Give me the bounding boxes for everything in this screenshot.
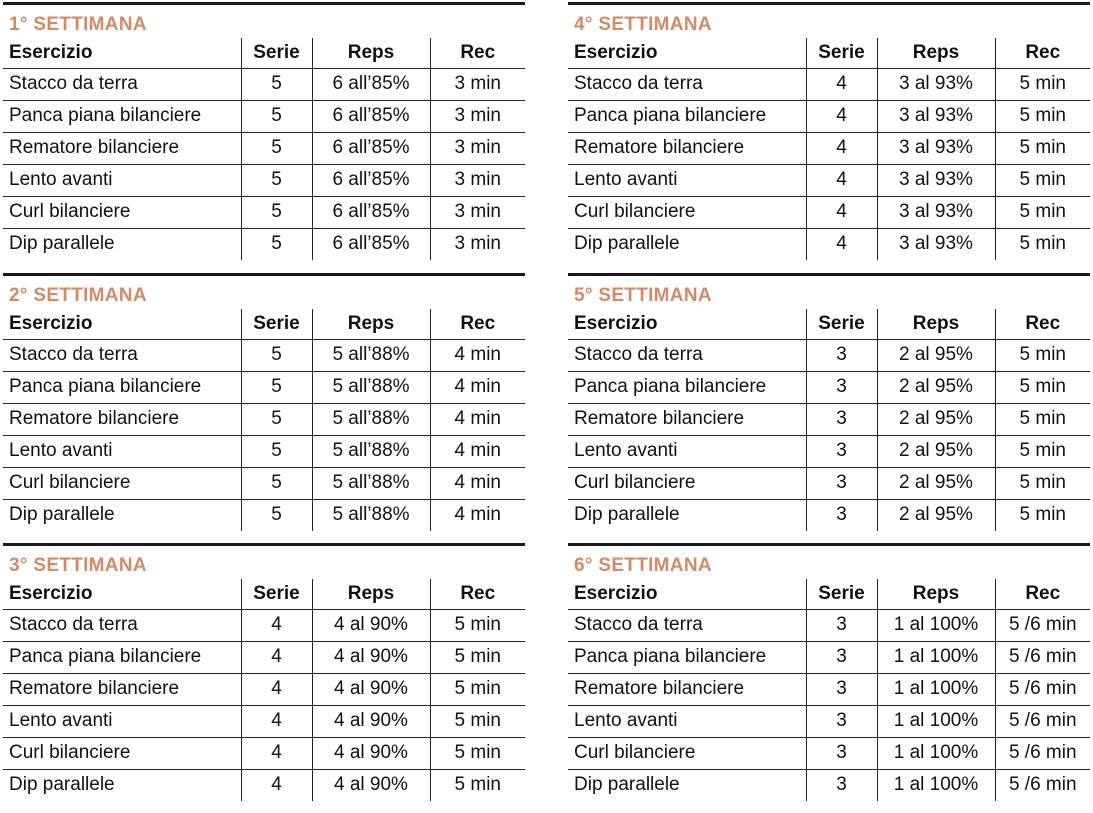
sets-value: 4 (806, 100, 877, 132)
week-1-table (3, 2, 525, 268)
table-row (568, 100, 1090, 132)
table-row (568, 673, 1090, 705)
sets-value: 5 (241, 371, 312, 403)
reps-value: 4 al 90% (312, 641, 430, 673)
sets-value: 5 (241, 403, 312, 435)
exercise-name: Stacco da terra (568, 339, 806, 371)
sets-value: 3 (806, 499, 877, 531)
table-row (3, 737, 525, 769)
header-esercizio: Esercizio (3, 309, 241, 339)
exercise-name: Dip parallele (3, 228, 241, 260)
reps-value: 6 all’85% (312, 196, 430, 228)
table-row (568, 435, 1090, 467)
exercise-name: Panca piana bilanciere (568, 371, 806, 403)
exercise-name: Curl bilanciere (3, 196, 241, 228)
exercise-name: Lento avanti (568, 164, 806, 196)
week-title: 2° SETTIMANA (3, 273, 525, 309)
exercise-name: Curl bilanciere (568, 196, 806, 228)
header-esercizio: Esercizio (3, 579, 241, 609)
exercise-name: Panca piana bilanciere (3, 641, 241, 673)
header-reps: Reps (312, 579, 430, 609)
header-reps: Reps (877, 579, 995, 609)
reps-value: 2 al 95% (877, 499, 995, 531)
header-row (3, 309, 525, 339)
rest-value: 5 min (1019, 504, 1066, 526)
exercise-name: Dip parallele (568, 228, 806, 260)
reps-value: 5 all’88% (312, 467, 430, 499)
rest-value: 5 min (430, 641, 525, 673)
table-row (568, 609, 1090, 641)
table-row (3, 609, 525, 641)
sets-value: 4 (241, 705, 312, 737)
table-row (568, 641, 1090, 673)
rest-value: 5 min (995, 132, 1090, 164)
sets-value: 4 (241, 737, 312, 769)
rest-value: 3 min (430, 68, 525, 100)
sets-value: 3 (806, 371, 877, 403)
exercise-name: Panca piana bilanciere (3, 100, 241, 132)
exercise-name: Dip parallele (3, 769, 241, 801)
reps-value: 2 al 95% (877, 371, 995, 403)
week-6-table (568, 543, 1090, 809)
table-row (3, 499, 525, 531)
reps-value: 6 all’85% (312, 132, 430, 164)
reps-value: 2 al 95% (877, 435, 995, 467)
header-rec: Rec (430, 309, 525, 339)
week-5-table (568, 273, 1090, 539)
table-row (568, 403, 1090, 435)
table-row (3, 196, 525, 228)
sets-value: 4 (241, 769, 312, 801)
reps-value: 1 al 100% (877, 641, 995, 673)
exercise-name: Curl bilanciere (3, 467, 241, 499)
sets-value: 3 (806, 403, 877, 435)
table-row (3, 435, 525, 467)
sets-value: 5 (241, 435, 312, 467)
rest-value: 5 min (995, 467, 1090, 499)
table-row (3, 769, 525, 801)
rest-value: 5 min (454, 774, 501, 796)
week-title: 3° SETTIMANA (3, 543, 525, 579)
rest-value: 3 min (430, 100, 525, 132)
reps-value: 6 all’85% (312, 68, 430, 100)
rest-value: 3 min (430, 164, 525, 196)
rest-value: 5 /6 min (995, 641, 1090, 673)
week-title: 4° SETTIMANA (568, 2, 1090, 38)
reps-value: 3 al 93% (877, 196, 995, 228)
rest-value: 4 min (430, 339, 525, 371)
header-serie: Serie (806, 309, 877, 339)
sets-value: 5 (241, 228, 312, 260)
header-serie: Serie (241, 579, 312, 609)
week-4-table (568, 2, 1090, 268)
sets-value: 5 (241, 68, 312, 100)
sets-value: 5 (241, 196, 312, 228)
rest-value: 3 min (430, 196, 525, 228)
rest-value: 5 min (995, 339, 1090, 371)
reps-value: 5 all’88% (312, 371, 430, 403)
rest-value: 3 min (430, 132, 525, 164)
header-serie: Serie (806, 38, 877, 68)
reps-value: 3 al 93% (877, 68, 995, 100)
reps-value: 6 all’85% (312, 100, 430, 132)
rest-value: 5 min (995, 371, 1090, 403)
reps-value: 6 all’85% (312, 228, 430, 260)
reps-value: 5 all’88% (312, 435, 430, 467)
reps-value: 4 al 90% (312, 609, 430, 641)
exercise-name: Lento avanti (568, 705, 806, 737)
workout-table (3, 579, 525, 801)
exercise-name: Lento avanti (568, 435, 806, 467)
header-rec: Rec (995, 579, 1090, 609)
exercise-name: Lento avanti (3, 705, 241, 737)
reps-value: 4 al 90% (312, 673, 430, 705)
header-esercizio: Esercizio (568, 579, 806, 609)
exercise-name: Rematore bilanciere (3, 403, 241, 435)
exercise-name: Rematore bilanciere (568, 132, 806, 164)
sets-value: 5 (241, 132, 312, 164)
table-row (3, 164, 525, 196)
reps-value: 3 al 93% (877, 100, 995, 132)
sets-value: 3 (806, 673, 877, 705)
sets-value: 5 (241, 100, 312, 132)
table-row (3, 403, 525, 435)
week-title: 6° SETTIMANA (568, 543, 1090, 579)
sets-value: 5 (241, 499, 312, 531)
rest-value: 5 /6 min (995, 737, 1090, 769)
reps-value: 1 al 100% (877, 737, 995, 769)
table-row (3, 641, 525, 673)
week-2-table (3, 273, 525, 539)
exercise-name: Dip parallele (3, 499, 241, 531)
table-row (568, 339, 1090, 371)
sets-value: 3 (806, 467, 877, 499)
sets-value: 4 (806, 164, 877, 196)
exercise-name: Dip parallele (568, 499, 806, 531)
exercise-name: Stacco da terra (3, 609, 241, 641)
table-row (568, 196, 1090, 228)
reps-value: 6 all’85% (312, 164, 430, 196)
reps-value: 4 al 90% (312, 737, 430, 769)
workout-table (3, 38, 525, 260)
exercise-name: Dip parallele (568, 769, 806, 801)
sets-value: 3 (806, 769, 877, 801)
header-reps: Reps (877, 38, 995, 68)
header-reps: Reps (312, 38, 430, 68)
sets-value: 3 (806, 641, 877, 673)
workout-table (568, 38, 1090, 260)
table-row (568, 228, 1090, 260)
table-row (3, 371, 525, 403)
rest-value: 5 /6 min (995, 609, 1090, 641)
sets-value: 5 (241, 164, 312, 196)
exercise-name: Rematore bilanciere (568, 403, 806, 435)
reps-value: 3 al 93% (877, 228, 995, 260)
sets-value: 3 (806, 737, 877, 769)
sets-value: 4 (806, 132, 877, 164)
reps-value: 1 al 100% (877, 769, 995, 801)
rest-value: 5 min (430, 609, 525, 641)
exercise-name: Panca piana bilanciere (3, 371, 241, 403)
table-row (3, 68, 525, 100)
table-row (568, 467, 1090, 499)
table-row (3, 100, 525, 132)
workout-table (568, 309, 1090, 531)
sets-value: 4 (241, 673, 312, 705)
rest-value: 5 min (995, 403, 1090, 435)
header-rec: Rec (430, 579, 525, 609)
header-reps: Reps (312, 309, 430, 339)
exercise-name: Curl bilanciere (3, 737, 241, 769)
sets-value: 3 (806, 435, 877, 467)
exercise-name: Stacco da terra (3, 68, 241, 100)
header-row (3, 38, 525, 68)
exercise-name: Panca piana bilanciere (568, 641, 806, 673)
table-row (3, 132, 525, 164)
rest-value: 5 min (995, 100, 1090, 132)
table-row (568, 132, 1090, 164)
reps-value: 2 al 95% (877, 403, 995, 435)
header-serie: Serie (241, 309, 312, 339)
rest-value: 5 min (995, 435, 1090, 467)
rest-value: 5 /6 min (995, 705, 1090, 737)
header-row (3, 579, 525, 609)
rest-value: 4 min (430, 435, 525, 467)
header-row (568, 309, 1090, 339)
sets-value: 3 (806, 339, 877, 371)
rest-value: 5 min (430, 705, 525, 737)
workout-table (568, 579, 1090, 801)
exercise-name: Panca piana bilanciere (568, 100, 806, 132)
table-row (568, 737, 1090, 769)
rest-value: 5 min (430, 673, 525, 705)
header-reps: Reps (877, 309, 995, 339)
reps-value: 3 al 93% (877, 164, 995, 196)
rest-value: 4 min (430, 403, 525, 435)
reps-value: 1 al 100% (877, 673, 995, 705)
week-title: 1° SETTIMANA (3, 2, 525, 38)
rest-value: 5 min (430, 737, 525, 769)
table-row (568, 499, 1090, 531)
exercise-name: Lento avanti (3, 164, 241, 196)
header-rec: Rec (995, 38, 1090, 68)
rest-value: 5 min (1019, 233, 1066, 255)
table-row (568, 164, 1090, 196)
table-row (568, 371, 1090, 403)
workout-table (3, 309, 525, 531)
reps-value: 2 al 95% (877, 467, 995, 499)
sets-value: 3 (806, 705, 877, 737)
table-row (3, 705, 525, 737)
exercise-name: Stacco da terra (568, 609, 806, 641)
sets-value: 4 (241, 609, 312, 641)
header-rec: Rec (995, 309, 1090, 339)
table-row (568, 705, 1090, 737)
exercise-name: Stacco da terra (568, 68, 806, 100)
header-rec: Rec (430, 38, 525, 68)
header-esercizio: Esercizio (568, 38, 806, 68)
sets-value: 3 (806, 609, 877, 641)
sets-value: 4 (241, 641, 312, 673)
rest-value: 5 min (995, 68, 1090, 100)
exercise-name: Stacco da terra (3, 339, 241, 371)
sets-value: 4 (806, 228, 877, 260)
table-row (3, 467, 525, 499)
rest-value: 4 min (430, 467, 525, 499)
exercise-name: Rematore bilanciere (3, 132, 241, 164)
rest-value: 3 min (454, 233, 501, 255)
sets-value: 4 (806, 196, 877, 228)
table-row (568, 769, 1090, 801)
reps-value: 5 all’88% (312, 499, 430, 531)
sets-value: 5 (241, 467, 312, 499)
table-row (3, 228, 525, 260)
rest-value: 5 min (995, 196, 1090, 228)
header-row (568, 579, 1090, 609)
header-serie: Serie (241, 38, 312, 68)
rest-value: 4 min (454, 504, 501, 526)
reps-value: 3 al 93% (877, 132, 995, 164)
header-esercizio: Esercizio (3, 38, 241, 68)
sets-value: 5 (241, 339, 312, 371)
table-row (568, 68, 1090, 100)
reps-value: 4 al 90% (312, 705, 430, 737)
header-row (568, 38, 1090, 68)
reps-value: 2 al 95% (877, 339, 995, 371)
exercise-name: Lento avanti (3, 435, 241, 467)
rest-value: 4 min (430, 371, 525, 403)
rest-value: 5 min (995, 164, 1090, 196)
sets-value: 4 (806, 68, 877, 100)
week-title: 5° SETTIMANA (568, 273, 1090, 309)
exercise-name: Rematore bilanciere (568, 673, 806, 705)
table-row (3, 673, 525, 705)
header-serie: Serie (806, 579, 877, 609)
exercise-name: Curl bilanciere (568, 737, 806, 769)
exercise-name: Curl bilanciere (568, 467, 806, 499)
reps-value: 1 al 100% (877, 705, 995, 737)
reps-value: 5 all’88% (312, 403, 430, 435)
week-3-table (3, 543, 525, 809)
table-row (3, 339, 525, 371)
rest-value: 5 /6 min (1008, 774, 1077, 796)
reps-value: 5 all’88% (312, 339, 430, 371)
exercise-name: Rematore bilanciere (3, 673, 241, 705)
reps-value: 1 al 100% (877, 609, 995, 641)
reps-value: 4 al 90% (312, 769, 430, 801)
rest-value: 5 /6 min (995, 673, 1090, 705)
header-esercizio: Esercizio (568, 309, 806, 339)
